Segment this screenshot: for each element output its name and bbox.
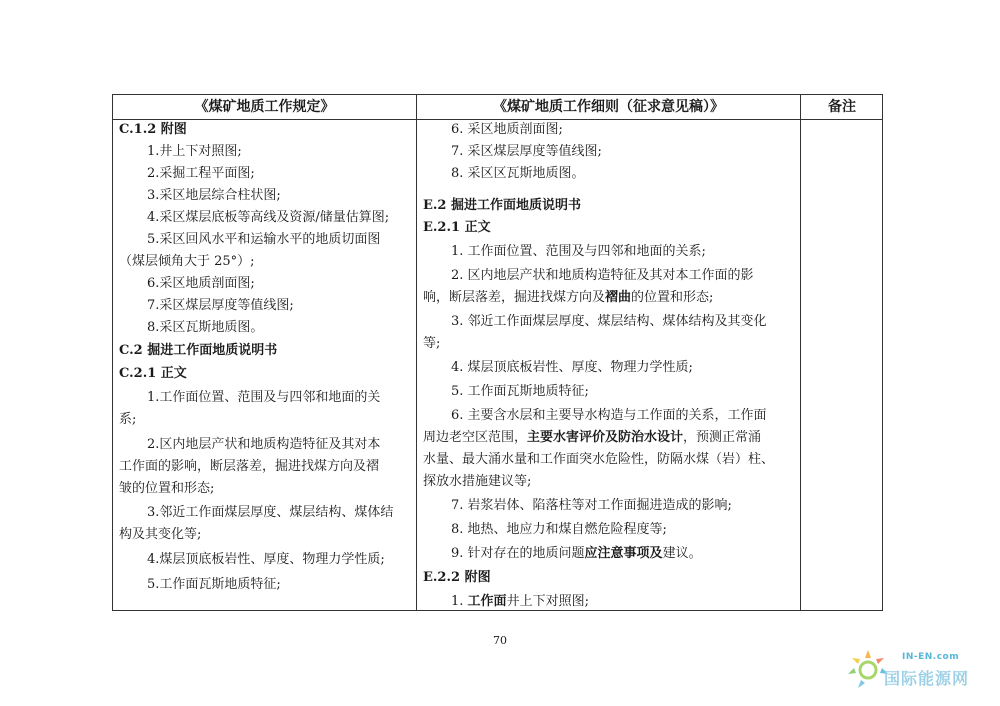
list-item: 1. 工作面位置、范围及与四邻和地面的关系; [451,244,706,259]
text-run: 井上下对照图; [506,594,589,609]
list-item: 1.工作面位置、范围及与四邻和地面的关 [147,390,381,405]
list-item: 3.采区地层综合柱状图; [147,188,281,203]
list-item-continued: 构及其变化等; [119,527,202,542]
list-item: 8.采区瓦斯地质图。 [147,320,264,335]
emphasis-text: 褶曲 [605,290,632,305]
text-run: 周边老空区范围， [423,430,528,445]
list-item: 2.区内地层产状和地质构造特征及其对本 [147,437,381,452]
list-item-continued: 系; [119,412,137,427]
list-item: 7. 采区煤层厚度等值线图; [451,144,602,159]
list-item: 4.采区煤层底板等高线及资源/储量估算图; [147,210,390,225]
header-rules-draft: 《煤矿地质工作细则（征求意见稿）》 [493,99,724,115]
comparison-table [112,94,883,611]
section-heading: C.2 掘进工作面地质说明书 [119,343,278,358]
list-item-continued: 探放水措施建议等; [423,474,532,489]
list-item [423,544,795,564]
section-heading: C.2.1 正文 [119,366,187,381]
column-divider [416,95,417,610]
list-item-continued [423,428,795,448]
list-item: 5.工作面瓦斯地质特征; [147,577,281,592]
column-divider [800,95,801,610]
emphasis-text: 主要水害评价及防治水设计 [527,430,684,445]
emphasis-text: 工作面 [467,594,507,609]
list-item: 1.井上下对照图; [147,144,242,159]
section-heading: E.2.1 正文 [423,220,491,235]
list-item: 8. 采区区瓦斯地质图。 [451,166,585,181]
section-heading: C.1.2 附图 [119,122,187,137]
list-item: 5.采区回风水平和运输水平的地质切面图 [147,232,381,247]
watermark-logo [846,646,996,696]
emphasis-text: 应注意事项及 [584,546,663,561]
list-item: 7.采区煤层厚度等值线图; [147,298,294,313]
list-item: 8. 地热、地应力和煤自燃危险程度等; [451,522,667,537]
text-run: 1. [451,594,468,609]
list-item: 4. 煤层顶底板岩性、厚度、物理力学性质; [451,360,693,375]
watermark-brand: IN-EN.com [902,652,960,662]
watermark-name: 国际能源网 [884,669,970,688]
list-item: 2.采掘工程平面图; [147,166,255,181]
list-item: 3.邻近工作面煤层厚度、煤层结构、煤体结 [147,505,394,520]
list-item: 4.煤层顶底板岩性、厚度、物理力学性质; [147,552,385,567]
list-item: 2. 区内地层产状和地质构造特征及其对本工作面的影 [451,268,754,283]
text-run: 的位置和形态; [631,290,714,305]
list-item: 7. 岩浆岩体、陷落柱等对工作面掘进造成的影响; [451,498,732,513]
list-item-continued: 等; [423,336,441,351]
list-item: 6.采区地质剖面图; [147,276,255,291]
text-run: 建议。 [662,546,702,561]
header-remarks: 备注 [828,99,856,115]
list-item: 5. 工作面瓦斯地质特征; [451,384,589,399]
list-item-continued [423,288,795,308]
section-heading: E.2 掘进工作面地质说明书 [423,198,582,213]
text-run: 响，断层落差，掘进找煤方向及 [423,290,606,305]
text-run: ，预测正常涌 [683,430,762,445]
text-run: 9. 针对存在的地质问题 [451,546,585,561]
list-item [423,592,795,612]
list-item: 6. 主要含水层和主要导水构造与工作面的关系，工作面 [451,408,767,423]
section-heading: E.2.2 附图 [423,570,491,585]
page-number: 70 [493,634,507,647]
list-item-continued: 工作面的影响，断层落差，掘进找煤方向及褶 [119,459,380,474]
list-item: 6. 采区地质剖面图; [451,122,563,137]
list-item-continued: 水量、最大涌水量和工作面突水危险性，防隔水煤（岩）柱、 [423,452,775,467]
list-item: 3. 邻近工作面煤层厚度、煤层结构、煤体结构及其变化 [451,314,767,329]
header-regulation: 《煤矿地质工作规定》 [194,99,335,115]
list-item-continued: 皱的位置和形态; [119,481,215,496]
list-item-continued: （煤层倾角大于 25°）; [119,254,255,269]
